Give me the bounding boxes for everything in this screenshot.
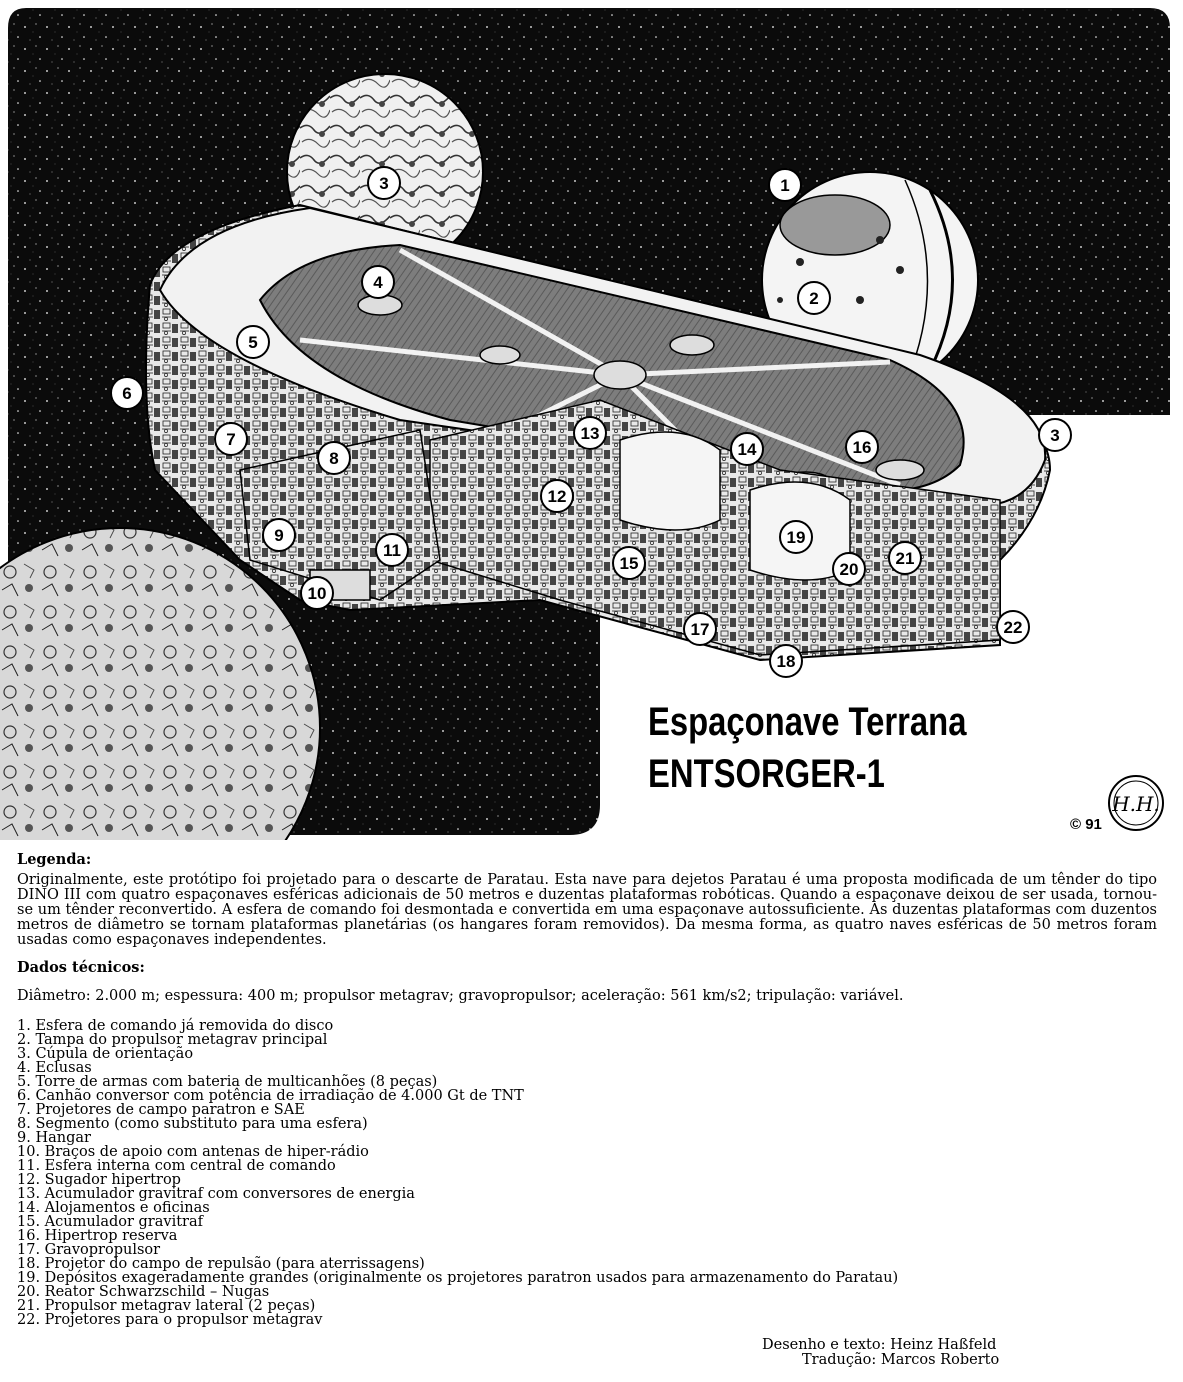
list-item: 9. Hangar bbox=[17, 1130, 91, 1146]
callout-18 bbox=[770, 645, 802, 677]
artwork-title bbox=[648, 696, 1088, 800]
legend-heading: Legenda: bbox=[17, 851, 92, 868]
svg-text:17: 17 bbox=[690, 620, 710, 639]
svg-text:13: 13 bbox=[580, 424, 600, 443]
svg-text:11: 11 bbox=[383, 541, 401, 560]
title-line-1: Espaçonave Terrana bbox=[648, 700, 967, 744]
svg-text:10: 10 bbox=[307, 584, 327, 603]
svg-text:5: 5 bbox=[248, 333, 258, 352]
list-item: 11. Esfera interna com central de comando bbox=[17, 1158, 336, 1174]
list-item: 16. Hipertrop reserva bbox=[17, 1228, 178, 1244]
technical-heading: Dados técnicos: bbox=[17, 959, 145, 976]
callout-13 bbox=[574, 417, 606, 449]
copyright-mark: © 91 bbox=[1070, 816, 1102, 833]
callout-20 bbox=[833, 553, 865, 585]
svg-text:14: 14 bbox=[737, 440, 757, 459]
list-item: 2. Tampa do propulsor metagrav principal bbox=[17, 1032, 328, 1048]
svg-text:6: 6 bbox=[122, 384, 132, 403]
list-item: 20. Reator Schwarzschild – Nugas bbox=[17, 1284, 270, 1300]
list-item: 17. Gravopropulsor bbox=[17, 1242, 161, 1258]
svg-text:18: 18 bbox=[776, 652, 796, 671]
list-item: 19. Depósitos exageradamente grandes (originalmente os projetores paratron usados para armazenamento do Paratau) bbox=[17, 1270, 899, 1286]
title-line-2: ENTSORGER-1 bbox=[648, 752, 885, 796]
svg-text:1: 1 bbox=[780, 176, 790, 195]
list-item: 5. Torre de armas com bateria de multicanhões (8 peças) bbox=[17, 1074, 438, 1090]
svg-text:7: 7 bbox=[226, 430, 236, 449]
list-item: 12. Sugador hipertrop bbox=[17, 1172, 181, 1188]
callout-9 bbox=[263, 519, 295, 551]
legend-list bbox=[17, 1019, 1157, 1327]
list-item: 3. Cúpula de orientação bbox=[17, 1046, 194, 1062]
callout-1 bbox=[769, 169, 801, 201]
svg-text:16: 16 bbox=[852, 438, 872, 457]
callout-10 bbox=[301, 577, 333, 609]
artist-signature-seal bbox=[1109, 776, 1163, 830]
list-item: 8. Segmento (como substituto para uma esfera) bbox=[17, 1116, 368, 1132]
list-item: 10. Braços de apoio com antenas de hiper-rádio bbox=[17, 1144, 369, 1160]
callout-19 bbox=[780, 521, 812, 553]
list-item: 4. Eclusas bbox=[17, 1060, 92, 1076]
credit-translator: Tradução: Marcos Roberto bbox=[802, 1352, 1000, 1368]
credit-author: Desenho e texto: Heinz Haßfeld bbox=[762, 1337, 997, 1353]
list-item: 6. Canhão conversor com potência de irradiação de 4.000 Gt de TNT bbox=[17, 1088, 524, 1104]
svg-text:9: 9 bbox=[274, 526, 284, 545]
svg-text:4: 4 bbox=[373, 273, 383, 292]
technical-specs: Diâmetro: 2.000 m; espessura: 400 m; propulsor metagrav; gravopropulsor; aceleração: 561 km/s2; tripulação: variável. bbox=[17, 988, 904, 1004]
callout-12 bbox=[541, 480, 573, 512]
callout-6 bbox=[111, 377, 143, 409]
callout-17 bbox=[684, 613, 716, 645]
list-item: 18. Projetor do campo de repulsão (para aterrissagens) bbox=[17, 1256, 425, 1272]
svg-text:20: 20 bbox=[839, 560, 859, 579]
svg-text:19: 19 bbox=[786, 528, 806, 547]
credits bbox=[762, 1338, 999, 1368]
svg-text:12: 12 bbox=[547, 487, 567, 506]
svg-text:2: 2 bbox=[809, 289, 819, 308]
callout-16 bbox=[846, 431, 878, 463]
list-item: 22. Projetores para o propulsor metagrav bbox=[17, 1312, 323, 1328]
list-item: 21. Propulsor metagrav lateral (2 peças) bbox=[17, 1298, 316, 1314]
callout-7 bbox=[215, 423, 247, 455]
list-item: 1. Esfera de comando já removida do disco bbox=[17, 1018, 334, 1034]
list-item: 7. Projetores de campo paratron e SAE bbox=[17, 1102, 305, 1118]
callout-5 bbox=[237, 326, 269, 358]
callout-8 bbox=[318, 442, 350, 474]
callout-14 bbox=[731, 433, 763, 465]
svg-text:3: 3 bbox=[379, 174, 389, 193]
svg-text:8: 8 bbox=[329, 449, 339, 468]
svg-text:3: 3 bbox=[1050, 426, 1060, 445]
callout-15 bbox=[613, 547, 645, 579]
svg-text:21: 21 bbox=[895, 549, 915, 568]
callout-4 bbox=[362, 266, 394, 298]
svg-text:H.H.: H.H. bbox=[1112, 792, 1160, 816]
callout-3a bbox=[368, 167, 400, 199]
svg-text:22: 22 bbox=[1003, 618, 1023, 637]
list-item: 15. Acumulador gravitraf bbox=[17, 1214, 203, 1230]
legend-paragraph: Originalmente, este protótipo foi projetado para o descarte de Paratau. Esta nave para dejetos Paratau é uma proposta modificada de um tênder do tipo DINO III com quatro espaçonaves esféricas adicionais de 50 metros e duzentas plataformas robóticas. Quando a espaçonave deixou de ser usada, tornou-se um tênder reconvertido. A esfera de comando foi desmontada e convertida em uma espaçonave autossuficiente. As duzentas plataformas com duzentos metros de diâmetro se tornam plataformas planetárias (os hangares foram removidos). Da mesma forma, as quatro naves esféricas de 50 metros foram usadas como espaçonaves independentes. bbox=[17, 872, 1157, 948]
callout-22 bbox=[997, 611, 1029, 643]
list-item: 14. Alojamentos e oficinas bbox=[17, 1200, 210, 1216]
callout-3b bbox=[1039, 419, 1071, 451]
callout-2 bbox=[798, 282, 830, 314]
legend-text bbox=[17, 852, 1157, 1327]
list-item: 13. Acumulador gravitraf com conversores de energia bbox=[17, 1186, 415, 1202]
callout-21 bbox=[889, 542, 921, 574]
svg-text:15: 15 bbox=[619, 554, 639, 573]
callout-11 bbox=[376, 534, 408, 566]
